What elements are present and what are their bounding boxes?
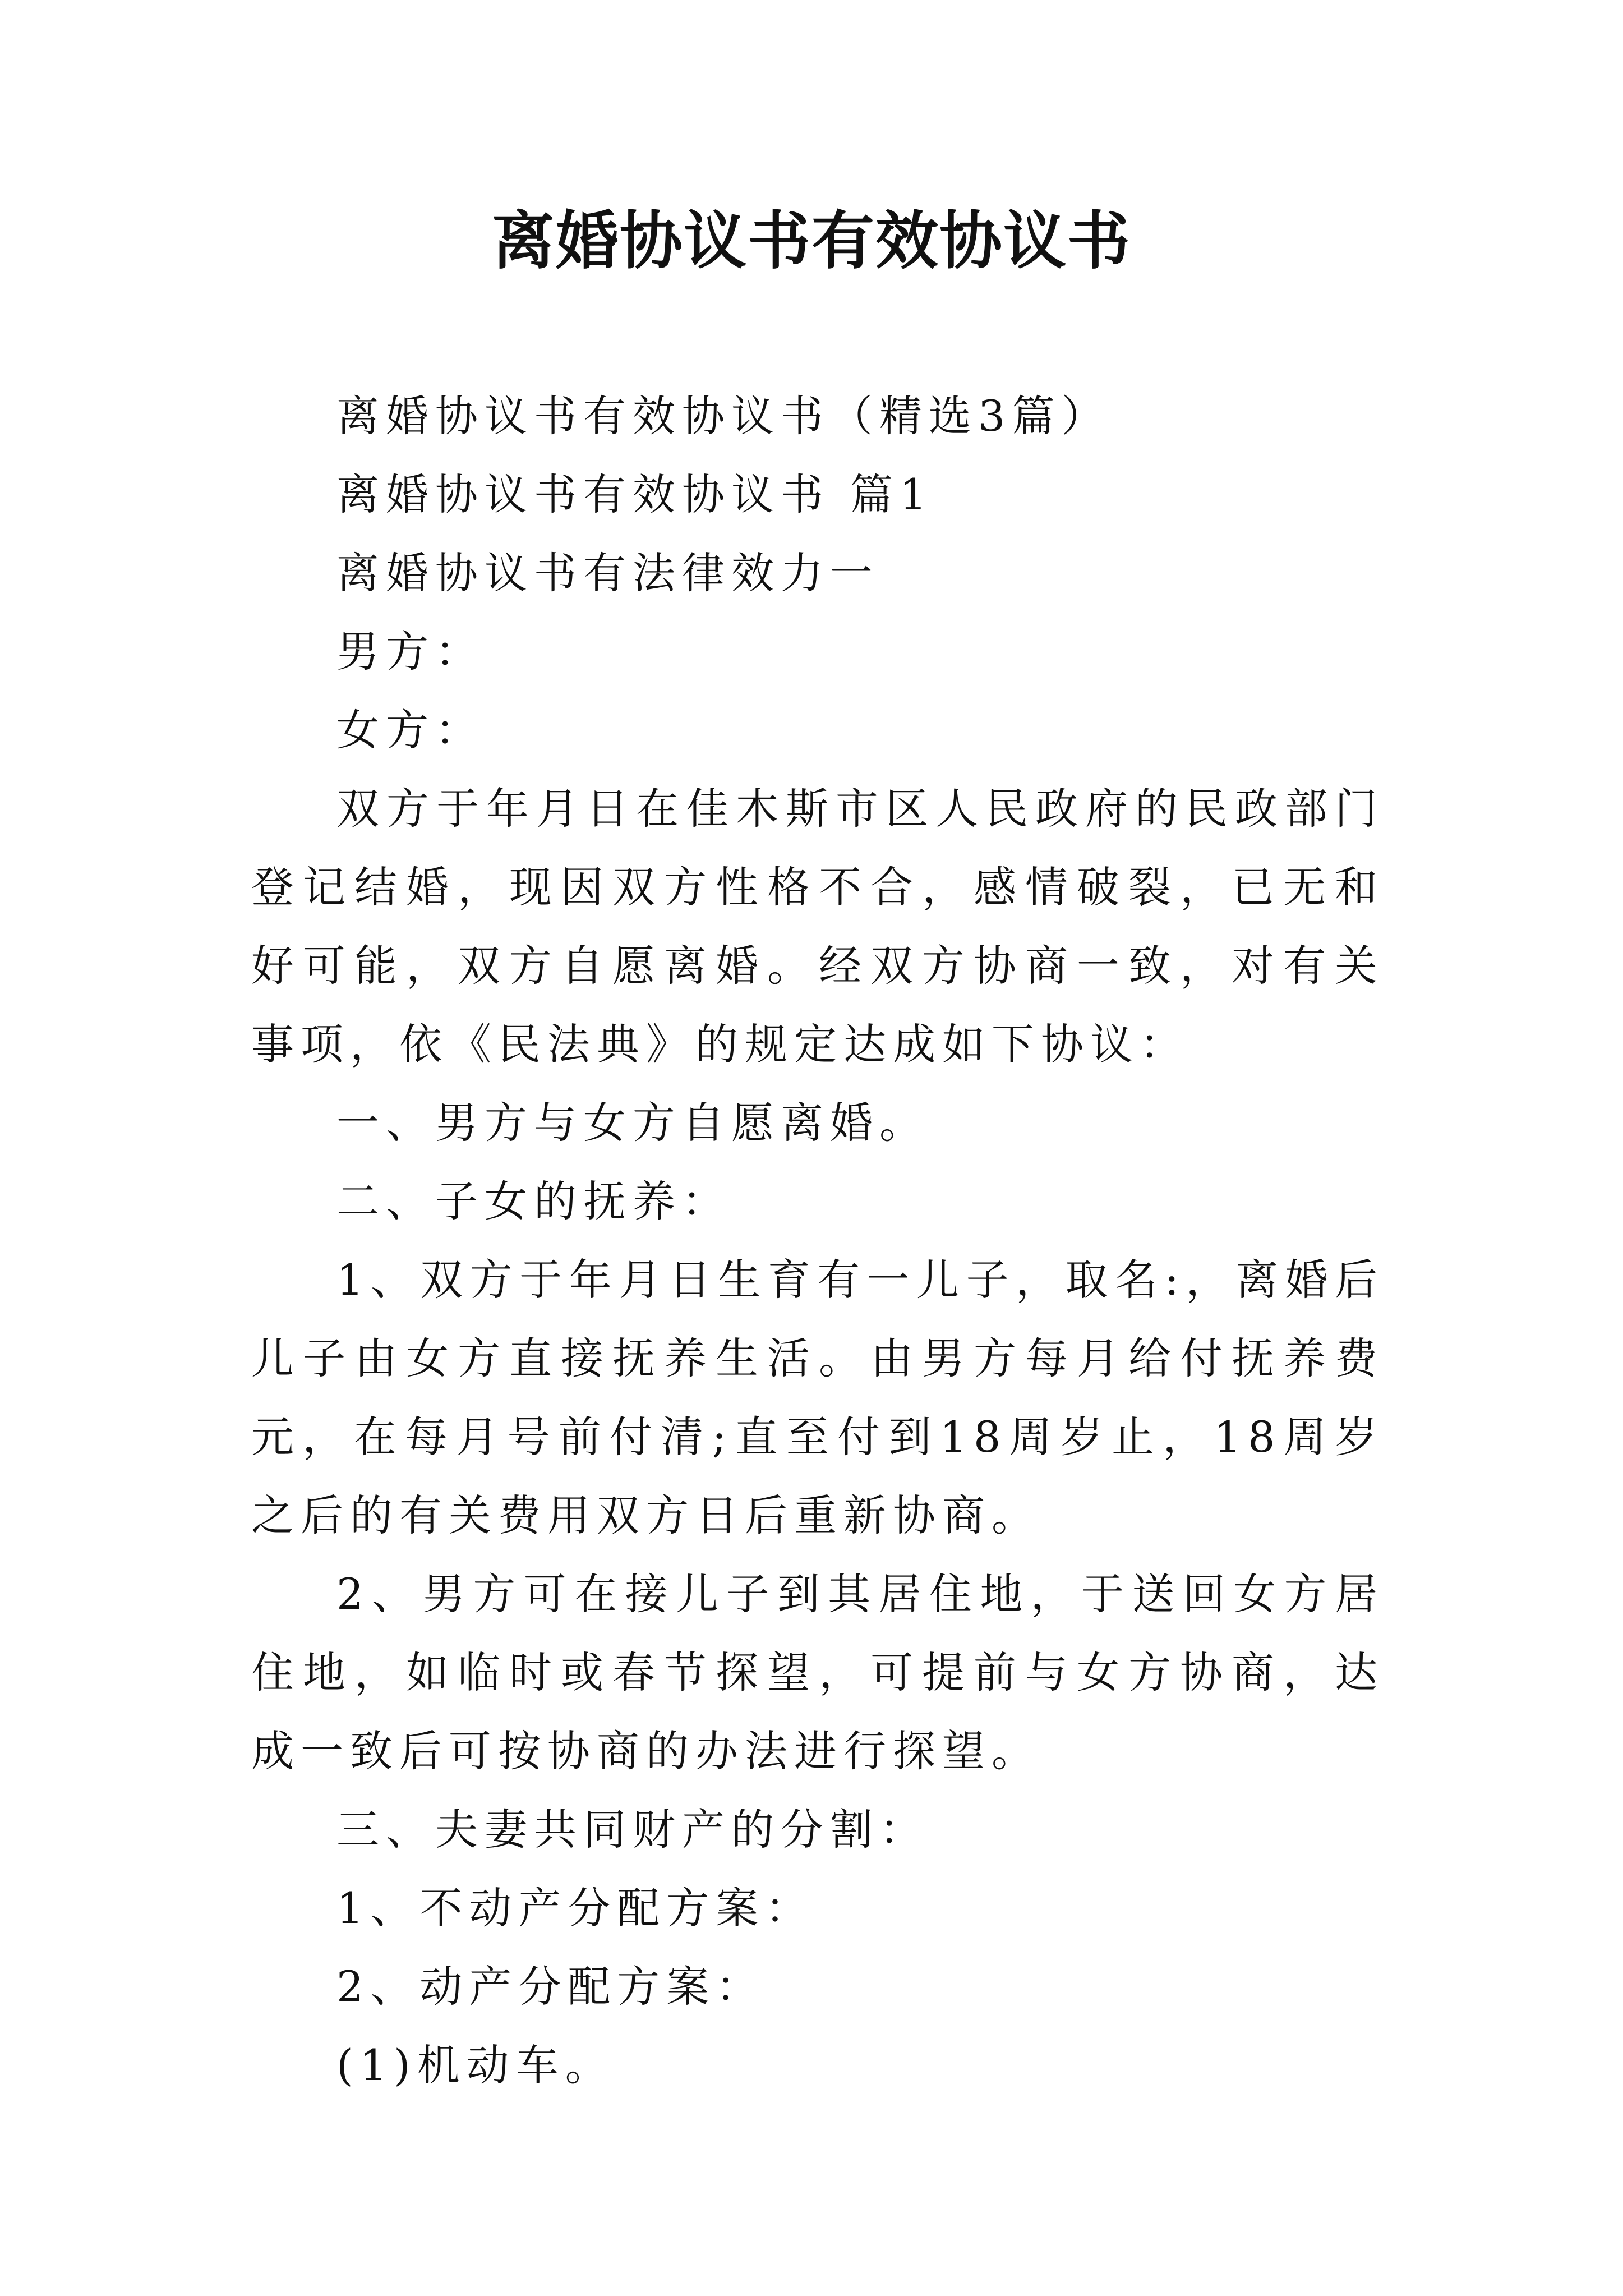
paragraph-clause-2-2: 2、男方可在接儿子到其居住地，于送回女方居住地，如临时或春节探望，可提前与女方协商，达成一致后可按协商的办法进行探望。: [251, 1569, 1384, 1776]
paragraph-clause-2-1: 1、双方于年月日生育有一儿子，取名:，离婚后儿子由女方直接抚养生活。由男方每月给付抚养费元，在每月号前付清;直至付到18周岁止，18周岁之后的有关费用双方日后重新协商。: [251, 1255, 1384, 1540]
paragraph-clause-3-2: 2、动产分配方案：: [336, 1962, 766, 2012]
paragraph-clause-1: 一、男方与女方自愿离婚。: [336, 1098, 929, 1148]
document-body: [251, 377, 1384, 2105]
paragraph-preamble: 双方于年月日在佳木斯市区人民政府的民政部门登记结婚，现因双方性格不合，感情破裂，已无和好可能，双方自愿离婚。经双方协商一致，对有关事项，依《民法典》的规定达成如下协议：: [251, 784, 1384, 1069]
paragraph-section-heading: 离婚协议书有效协议书 篇1: [336, 470, 934, 519]
paragraph-male-party: 男方：: [336, 627, 485, 677]
paragraph-subtitle: 离婚协议书有效协议书（精选3篇）: [336, 391, 1111, 441]
document-title: 离婚协议书有效协议书: [492, 204, 1131, 278]
paragraph-clause-3: 三、夫妻共同财产的分割：: [336, 1805, 929, 1855]
paragraph-heading: 离婚协议书有法律效力一: [336, 548, 879, 598]
paragraph-female-party: 女方：: [336, 705, 485, 755]
paragraph-clause-2: 二、子女的抚养：: [336, 1176, 731, 1226]
paragraph-clause-3-2-1: (1)机动车。: [336, 2040, 615, 2090]
paragraph-clause-3-1: 1、不动产分配方案：: [336, 1883, 815, 1933]
